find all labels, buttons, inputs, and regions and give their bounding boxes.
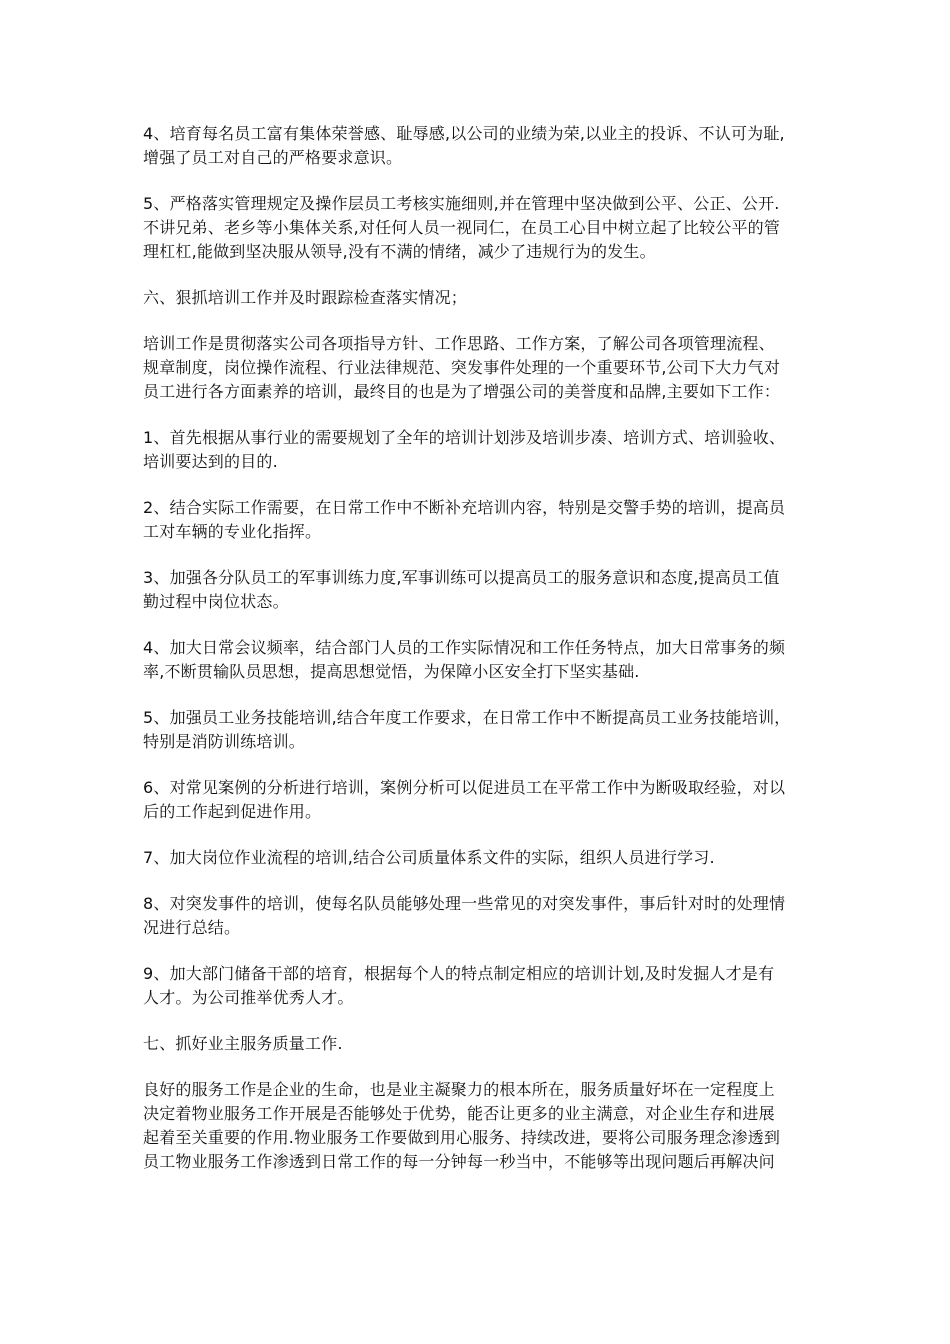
paragraph-training-intro [143, 332, 815, 404]
section-heading-training [143, 286, 815, 310]
text-line: 后的工作起到促进作用。 [143, 802, 322, 821]
text-line: 8、对突发事件的培训，使每名队员能够处理一些常见的对突发事件，事后针对时的处理情 [143, 894, 786, 913]
text-line: 5、严格落实管理规定及操作层员工考核实施细则,并在管理中坚决做到公平、公正、公开. [143, 194, 780, 213]
text-line: 起着至关重要的作用.物业服务工作要做到用心服务、持续改进，要将公司服务理念渗透到 [143, 1128, 781, 1147]
section-heading-service-quality [143, 1032, 815, 1056]
text-line: 6、对常见案例的分析进行培训，案例分析可以促进员工在平常工作中为断吸取经验，对以 [143, 778, 786, 797]
text-line: 5、加强员工业务技能培训,结合年度工作要求，在日常工作中不断提高员工业务技能培训， [143, 708, 791, 727]
paragraph-training-item-4 [143, 636, 815, 684]
text-line: 率,不断贯输队员思想，提高思想觉悟，为保障小区安全打下坚实基础. [143, 662, 640, 681]
text-line: 特别是消防训练培训。 [143, 732, 306, 751]
text-line: 培训工作是贯彻落实公司各项指导方针、工作思路、工作方案，了解公司各项管理流程、 [143, 334, 775, 353]
text-line: 六、狠抓培训工作并及时跟踪检查落实情况； [143, 288, 468, 307]
paragraph-training-item-1 [143, 426, 815, 474]
text-line: 4、加大日常会议频率，结合部门人员的工作实际情况和工作任务特点，加大日常事务的频 [143, 638, 786, 657]
text-line: 2、结合实际工作需要，在日常工作中不断补充培训内容，特别是交警手势的培训，提高员 [143, 498, 786, 517]
document-body [143, 122, 815, 1196]
paragraph-training-item-8 [143, 892, 815, 940]
text-line: 况进行总结。 [143, 918, 241, 937]
text-line: 勤过程中岗位状态。 [143, 592, 289, 611]
text-line: 工对车辆的专业化指挥。 [143, 522, 322, 541]
paragraph-training-item-3 [143, 566, 815, 614]
text-line: 不讲兄弟、老乡等小集体关系,对任何人员一视同仁，在员工心目中树立起了比较公平的管 [143, 218, 781, 237]
text-line: 7、加大岗位作业流程的培训,结合公司质量体系文件的实际，组织人员进行学习. [143, 848, 715, 867]
text-line: 七、抓好业主服务质量工作. [143, 1034, 343, 1053]
text-line: 员工物业服务工作渗透到日常工作的每一分钟每一秒当中，不能够等出现问题后再解决问 [143, 1152, 775, 1171]
text-line: 决定着物业服务工作开展是否能够处于优势，能否让更多的业主满意，对企业生存和进展 [143, 1104, 775, 1123]
paragraph-training-item-2 [143, 496, 815, 544]
text-line: 理杠杠,能做到坚决服从领导,没有不满的情绪，减少了违规行为的发生。 [143, 242, 656, 261]
text-line: 1、首先根据从事行业的需要规划了全年的培训计划涉及培训步凑、培训方式、培训验收、 [143, 428, 786, 447]
paragraph-training-item-5 [143, 706, 815, 754]
paragraph-training-item-9 [143, 962, 815, 1010]
paragraph-item-5-regulations [143, 192, 815, 264]
text-line: 规章制度，岗位操作流程、行业法律规范、突发事件处理的一个重要环节,公司下大力气对 [143, 358, 781, 377]
text-line: 培训要达到的目的. [143, 452, 278, 471]
text-line: 员工进行各方面素养的培训，最终目的也是为了增强公司的美誉度和品牌,主要如下工作： [143, 382, 781, 401]
text-line: 4、培育每名员工富有集体荣誉感、耻辱感,以公司的业绩为荣,以业主的投诉、不认可为耻, [143, 124, 785, 143]
text-line: 人才。为公司推举优秀人才。 [143, 988, 354, 1007]
paragraph-training-item-7 [143, 846, 815, 870]
paragraph-training-item-6 [143, 776, 815, 824]
text-line: 良好的服务工作是企业的生命，也是业主凝聚力的根本所在，服务质量好坏在一定程度上 [143, 1080, 775, 1099]
paragraph-service-quality [143, 1078, 815, 1174]
text-line: 增强了员工对自己的严格要求意识。 [143, 148, 403, 167]
paragraph-item-4-honor [143, 122, 815, 170]
text-line: 9、加大部门储备干部的培育，根据每个人的特点制定相应的培训计划,及时发掘人才是有 [143, 964, 775, 983]
text-line: 3、加强各分队员工的军事训练力度,军事训练可以提高员工的服务意识和态度,提高员工值 [143, 568, 780, 587]
